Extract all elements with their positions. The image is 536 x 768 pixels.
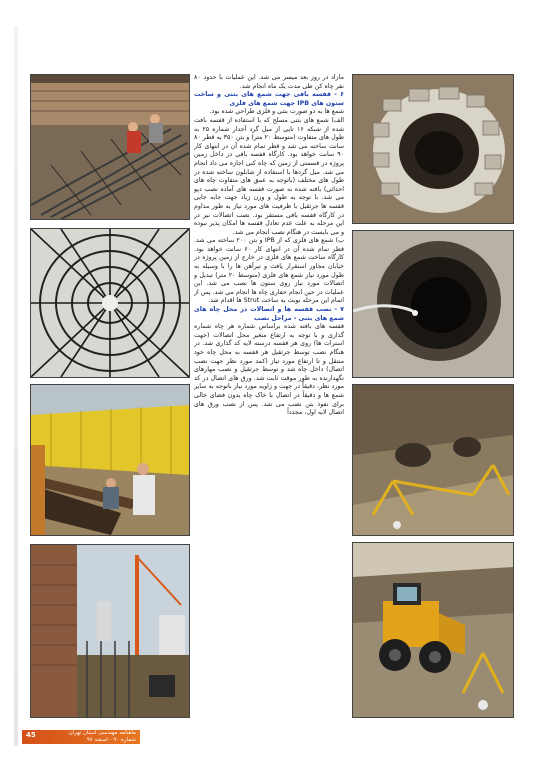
article-paragraph-3: الف) شمع های بتنی مسلح که با استفاده از قفسه بافت شده از شبکه ۱۶ تایی از میل گرد آجدار شماره ۲۵ به طول های متفاوت (متوسط ۲۰ متر) و بتن ۳۵۰ به قطر ۸۰ سانت ساخته می شد و قطر تمام شده آن در انتهای کار ۹۰ سانت خواهد بود. کارگاه قفسه بافی در داخل زمین پروژه در قسمتی از زمین که چاه کنی اجازه می داد انجام می شد. میل گردها با استفاده از شابلون ساخته شده در طول های مختلف (باتوجه به عمق های متفاوت چاه های احداثی) بافته شده به صورت قفسه های آماده نصب دپو می شد. با توجه به طول و وزن زیاد جهت جابه جایی قفسه ها جرثقیل با ظرفیت های مورد نیاز به طور مداوم در کارگاه قفسه بافی مستقر بود. نصب اتصالات نیز در این مرحله به علت عدم تعادل قفسه ها امکان پذیر نبوده و می بایست در هنگام نصب انجام می شد. xyxy=(194,116,344,236)
article-paragraph-1: مازاد در روز بعد میسر می شد. این عملیات با حدود ۸۰ نفر چاه کن طی مدت یک ماه انجام شد. xyxy=(194,74,344,90)
rebar-cage-interior-photo xyxy=(30,228,190,378)
scan-edge xyxy=(14,26,18,746)
article-paragraph-2: شمع ها به دو صورت بتنی و فلزی طراحی شده بود. xyxy=(209,108,344,116)
magazine-page xyxy=(22,30,516,742)
excavated-well-photo xyxy=(352,74,514,224)
page-number: 45 xyxy=(26,731,36,739)
loader-at-well-photo xyxy=(352,542,514,718)
crane-site-photo xyxy=(30,544,190,718)
steel-beam-workers-photo xyxy=(30,384,190,536)
magazine-title: ماهنامه مهندسی استان تهران xyxy=(68,730,136,736)
article-paragraph-5: قفسه های بافته شده براساس شماره هر چاه شماره گذاری و با توجه به ارتفاع متغیر محل اتصالات (جهت استرات ها) روی هر قفسه درسته لایه کد گذاری شد. در هنگام نصب توسط جرثقیل هر قفسه به محل چاه خود منتقل و تا ارتفاع مورد نیاز (کمد مورد نظر جهت نصب اتصال) داخل چاه شد و توسط جرثقیل و نصب مهارهای نگهدارنده به طور موقت ثابت شد. ورق های اتصال در کد مورد نظر، دقیقاً در جهت و زاویه مورد نیاز باتوجه به سایر شمع ها و دقیقاً در اتصال با خاک چاه بدون فضای خالی برای نفوذ بتن نصب می شد. پس از نصب ورق های اتصال لایه اول، مجدداً xyxy=(194,323,344,417)
issue-info: شماره ۹۰ - اسفند ۹۷ xyxy=(86,737,136,743)
section-heading-7: ۷ - نصب قفسه ها و اتصالات در محل چاه های شمع های بتنی - مراحل نصب xyxy=(194,306,344,322)
section-heading-6: ۶ - قفسه بافی جهت شمع های بتنی و ساخت ستون های IPB جهت شمع های فلزی xyxy=(194,91,344,107)
article-text-column xyxy=(194,74,344,714)
article-paragraph-4: ب) شمع های فلزی که از IPB و بتن ۲۰۰ ساخته می شد. قطر تمام شده آن در انتهای کار ۶۰ سانت خواهد بود. کارگاه ساخت شمع های فلزی در خارج از زمین پروژه در خیابان مجاور استقرار یافت و تیرآهن ها را با وسیله به طول مورد نیاز شمع های فلزی (متوسط ۲۰ متر) تبدیل و اتصالات مورد نیاز روی ستون ها نصب می شد. این عملیات در حین انجام حفاری چاه ها انجام می شد. پس از اتمام این مرحله نوبت به ساخت Strut ها اقدام شد. xyxy=(194,237,344,305)
construction-rebar-photo xyxy=(30,74,190,220)
magazine-footer-bar xyxy=(22,730,140,744)
dark-well-shaft-photo xyxy=(352,230,514,378)
excavation-site-photo xyxy=(352,384,514,536)
